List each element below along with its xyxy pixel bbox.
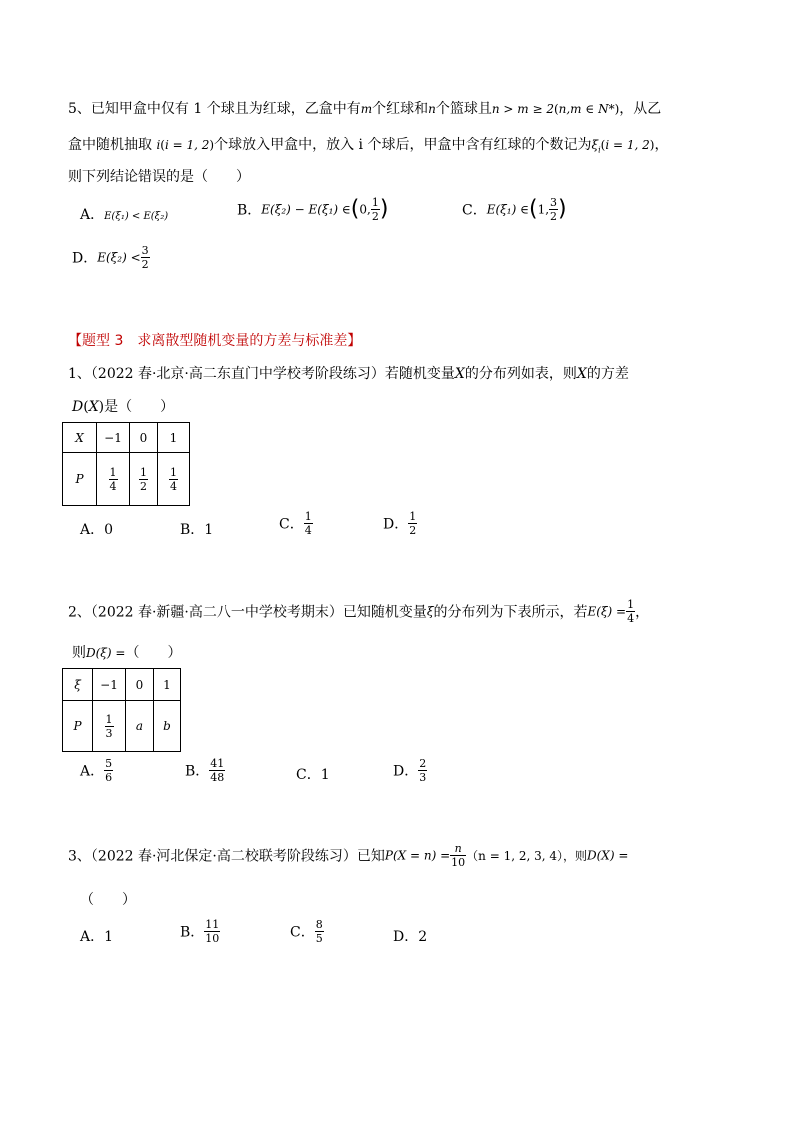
p3-option-b[interactable]: B． $\frac{11}{10}$ <box>180 918 220 945</box>
q5-option-d[interactable]: D．E(ξ₂) < $\frac{3}{2}$ <box>72 244 149 271</box>
q5-condition2: n,m ∈ N* <box>558 102 615 116</box>
table-header: ξ <box>63 669 93 701</box>
p1-option-a[interactable]: A．0 <box>80 522 114 538</box>
p3-option-c[interactable]: C． $\frac{8}{5}$ <box>290 918 323 945</box>
table-cell: 1 <box>154 669 181 701</box>
table-cell: 0 <box>130 423 158 453</box>
table-cell: $\frac{1}{4}$ <box>97 453 130 506</box>
p1-option-b[interactable]: B．1 <box>180 522 214 538</box>
option-a-expr: E(ξ₁) < E(ξ₂) <box>104 211 169 222</box>
variance-dx: D <box>72 399 84 415</box>
option-c-expr: E(ξ₁) ∈ <box>486 202 529 217</box>
fraction: $\frac{1}{2}$ <box>371 196 379 223</box>
q5-text: ，从乙 <box>619 101 662 117</box>
distribution-table-1 <box>62 422 190 506</box>
q5-option-b[interactable]: B．E(ξ₂) − E(ξ₁) ∈(0, $\frac{1}{2}$ ) <box>237 196 389 223</box>
p1-option-c[interactable]: C． $\frac{1}{4}$ <box>279 510 312 537</box>
p3-option-d[interactable]: D．2 <box>393 929 428 945</box>
table-header: P <box>63 453 97 506</box>
i-condition: i = 1, 2 <box>164 138 210 152</box>
p3-option-a[interactable]: A．1 <box>80 929 114 945</box>
q5-text: 5、已知甲盒中仅有 1 个球且为红球，乙盒中有 <box>68 101 361 117</box>
p1-line1: 1、（2022 春·北京·高二东直门中学校考阶段练习）若随机变量X的分布列如表，则X的方差 <box>68 366 629 382</box>
var-i: i <box>156 138 161 152</box>
xi-condition: i = 1, 2 <box>605 138 650 152</box>
q5-line2: 盒中随机抽取 i(i = 1, 2)个球放入甲盒中，放入 i 个球后，甲盒中含有红球的个数记为$\xi_i(i = 1$, 2)， <box>68 137 669 155</box>
fraction: $\frac{3}{2}$ <box>141 244 149 271</box>
table-cell: 1 <box>158 423 190 453</box>
q5-text: 个篮球且 <box>435 101 492 117</box>
q5-line3: 则下列结论错误的是（ ） <box>68 169 250 185</box>
q5-text: 个球放入甲盒中，放入 i 个球后，甲盒中含有红球的个数记为 <box>214 137 592 153</box>
fraction: $\frac{3}{2}$ <box>550 196 558 223</box>
p2-line2: 则D(ξ) =（ ） <box>72 645 182 661</box>
var-x: X <box>454 366 465 382</box>
table-cell: a <box>126 701 154 752</box>
table-header: P <box>63 701 93 752</box>
table-header: X <box>63 423 97 453</box>
table-cell: 0 <box>126 669 154 701</box>
option-b-expr: E(ξ₂) − E(ξ₁) ∈ <box>261 202 351 217</box>
table-cell: $\frac{1}{2}$ <box>130 453 158 506</box>
p1-line2: D(X)是（ ） <box>72 399 175 415</box>
q5-line1: 5、已知甲盒中仅有 1 个球且为红球，乙盒中有m个红球和n个篮球且n > m ≥ 2(n,m ∈ N*)，从乙 <box>68 101 662 117</box>
p2-option-b[interactable]: B． $\frac{41}{48}$ <box>185 757 225 784</box>
p2-option-d[interactable]: D． $\frac{2}{3}$ <box>393 757 427 784</box>
xi-symbol: $\xi_i$ <box>591 138 601 155</box>
q5-text: 盒中随机抽取 <box>68 137 152 153</box>
table-cell: $\frac{1}{3}$ <box>93 701 126 752</box>
p2-option-a[interactable]: A． $\frac{5}{6}$ <box>80 757 113 784</box>
p3-line2: （ ） <box>80 892 136 908</box>
var-m: m <box>360 102 373 116</box>
option-d-expr: E(ξ₂) < <box>97 250 141 265</box>
p2-option-c[interactable]: C．1 <box>296 767 330 783</box>
distribution-table-2 <box>62 668 181 752</box>
p1-option-d[interactable]: D． $\frac{1}{2}$ <box>383 510 417 537</box>
p3-line1: 3、（2022 春·河北保定·高二校联考阶段练习）已知P(X = n) = $\frac{n}{10}$ （n = 1, 2, 3, 4），则D(X) = <box>68 842 629 869</box>
q5-text: 个红球和 <box>372 101 429 117</box>
table-cell: −1 <box>97 423 130 453</box>
q5-option-c[interactable]: C．E(ξ₁) ∈(1, $\frac{3}{2}$ ) <box>462 196 567 223</box>
table-cell: b <box>154 701 181 752</box>
section-title: 【题型 3 求离散型随机变量的方差与标准差】 <box>68 333 362 349</box>
q5-condition: n > m ≥ 2 <box>491 102 554 116</box>
table-cell: $\frac{1}{4}$ <box>158 453 190 506</box>
q5-option-a[interactable]: A．E(ξ₁) < E(ξ₂) <box>80 207 169 223</box>
table-cell: −1 <box>93 669 126 701</box>
q5-text: ， <box>654 137 669 153</box>
p2-line1: 2、（2022 春·新疆·高二八一中学校考期末）已知随机变量ξ的分布列为下表所示，若E(ξ) = $\frac{1}{4}$ ， <box>68 598 650 625</box>
var-x: X <box>576 366 587 382</box>
var-n: n <box>428 102 436 116</box>
